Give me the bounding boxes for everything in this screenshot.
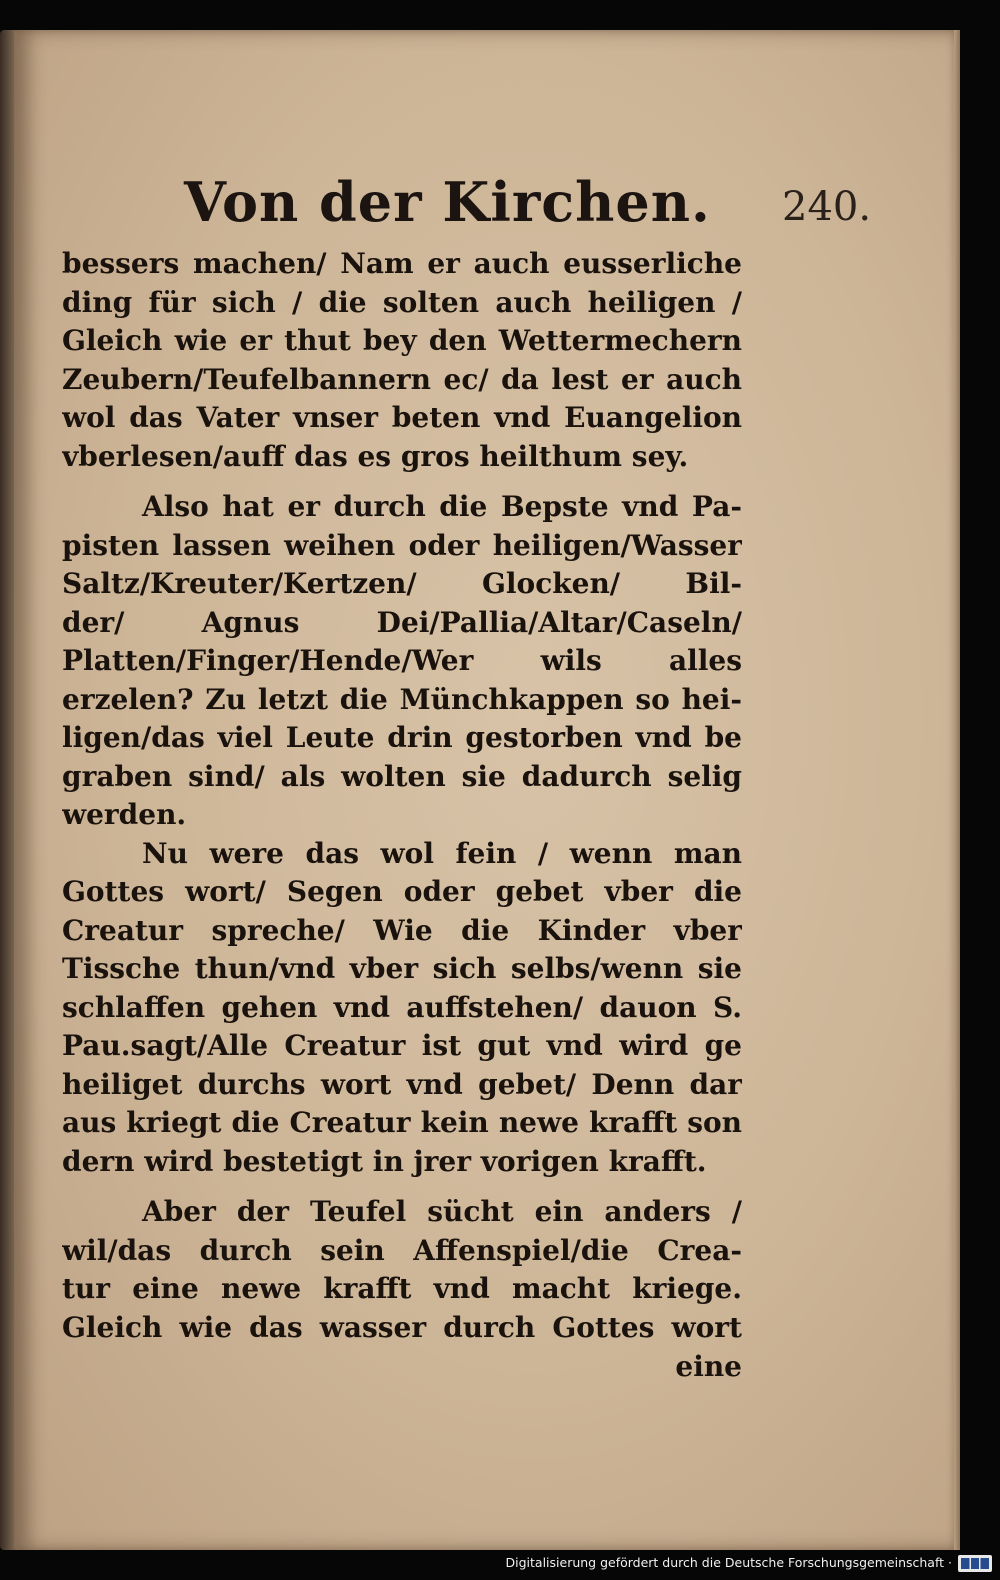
text-line: Zeubern/Teufelbannern ec/ da lest er auch: [62, 362, 742, 396]
text-line: erzelen? Zu letzt die Münchkappen so hei-: [62, 682, 742, 716]
paragraph-gap: [62, 1181, 742, 1193]
text-line: werden.: [62, 798, 187, 831]
text-line: bessers machen/ Nam er auch eusserliche: [62, 247, 742, 280]
footer-bar: [0, 1550, 1000, 1580]
text-line: wil/das durch sein Affenspiel/die Crea-: [62, 1233, 742, 1267]
text-line: Saltz/Kreuter/Kertzen/ Glocken/ Bil-: [62, 567, 742, 600]
text-line: ding für sich / die solten auch heiligen /: [62, 285, 742, 319]
paragraph-1: [62, 245, 742, 476]
text-line: schlaffen gehen vnd auffstehen/ dauon S.: [62, 990, 742, 1024]
text-line: aus kriegt die Creatur kein newe krafft son: [62, 1106, 742, 1139]
text-line: Platten/Finger/Hende/Wer wils alles: [62, 644, 742, 677]
page-number: 240.: [782, 184, 872, 230]
text-line: heiliget durchs wort vnd gebet/ Denn dar: [62, 1067, 742, 1101]
paragraph-gap: [62, 476, 742, 488]
text-line: Creatur spreche/ Wie die Kinder vber: [62, 913, 742, 947]
running-title: Von der Kirchen.: [184, 170, 711, 234]
paragraph-2: [62, 488, 742, 835]
text-line: der/ Agnus Dei/Pallia/Altar/Caseln/: [62, 605, 742, 639]
book-page: [14, 30, 956, 1550]
text-line: pisten lassen weihen oder heiligen/Wasser: [62, 528, 742, 562]
text-line: Pau.sagt/Alle Creatur ist gut vnd wird ge: [62, 1029, 742, 1062]
paragraph-4: [62, 1193, 742, 1347]
text-block: [62, 245, 742, 1387]
text-line: Tissche thun/vnd vber sich selbs/wenn sie: [62, 952, 742, 985]
text-line: Nu were das wol fein / wenn man: [142, 836, 742, 870]
text-line: tur eine newe krafft vnd macht kriege.: [62, 1272, 742, 1305]
text-line: Gleich wie er thut bey den Wettermechern: [62, 324, 742, 357]
paragraph-3: [62, 835, 742, 1182]
text-line: Aber der Teufel sücht ein anders /: [142, 1195, 742, 1228]
text-line: graben sind/ als wolten sie dadurch selig: [62, 759, 742, 793]
text-line: ligen/das viel Leute drin gestorben vnd be: [62, 721, 742, 754]
text-line: Also hat er durch die Bepste vnd Pa-: [142, 490, 742, 523]
text-line: wol das Vater vnser beten vnd Euangelion: [62, 401, 742, 434]
text-line: Gleich wie das wasser durch Gottes wort: [62, 1310, 742, 1344]
text-line: vberlesen/auff das es gros heilthum sey.: [62, 439, 689, 473]
text-line: Gottes wort/ Segen oder gebet vber die: [62, 875, 742, 908]
catchword: eine: [675, 1350, 742, 1383]
dfg-logo-mark: [961, 1558, 989, 1569]
dfg-logo-icon: [958, 1555, 992, 1572]
text-line: dern wird bestetigt in jrer vorigen krafft.: [62, 1144, 707, 1178]
funding-credit: Digitalisierung gefördert durch die Deutsche Forschungsgemeinschaft ·: [505, 1555, 952, 1570]
